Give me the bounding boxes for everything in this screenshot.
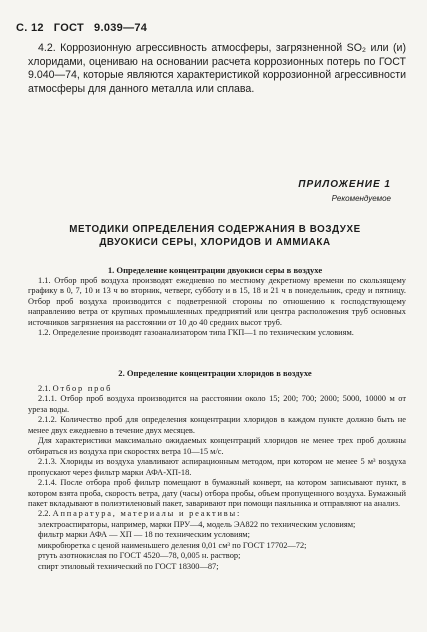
paragraph-1-1: 1.1. Отбор проб воздуха производят ежедневно по местному декретному времени по скользящему графику в 0, 7, 10 и 13 ч во вторник, четверг, субботу и в 15, 18 и 21 ч в понедельник, среду и пятницу. Отбор проб воздуха производится с подветренной стороны по отношению к господствующему направлению ветра от крупных промышленных предприятий или центра расположения труб основных источников загрязнения на расстоянии от 10 до 40 средних высот труб. xyxy=(28,276,406,327)
paragraph-2-1-1: 2.1.1. Отбор проб воздуха производится на расстоянии около 15; 200; 700; 2000; 5000, 10000 м от уреза воды. xyxy=(28,394,406,414)
list-item: микробюретка с ценой наименьшего деления 0,01 см³ по ГОСТ 17702—72; xyxy=(38,540,307,550)
appendix-label: ПРИЛОЖЕНИЕ 1 xyxy=(298,179,391,190)
subsection-2-2-heading xyxy=(28,509,406,519)
list-item: спирт этиловый технический по ГОСТ 18300—87; xyxy=(38,561,219,571)
section-2-body xyxy=(28,384,406,572)
document-title xyxy=(20,223,410,249)
subsection-2-2-number: 2.2. xyxy=(38,509,51,519)
section-1-body xyxy=(28,276,406,339)
intro-paragraph: 4.2. Коррозионную агрессивность атмосферы, загрязненной SO₂ или (и) хлоридами, оцениваю на основании расчета коррозионных потерь по ГОСТ 9.040—74, которые являются характеристикой коррозионной агрессивности атмосферы для данного металла или сплава. xyxy=(28,42,406,95)
list-item: электроаспираторы, например, марки ПРУ—4, модель ЭА822 по техническим условиям; xyxy=(38,519,356,529)
page-header xyxy=(16,22,157,34)
section-2-heading: 2. Определение концентрации хлоридов в воздухе xyxy=(118,368,312,378)
paragraph-1-2: 1.2. Определение производят газоанализатором типа ГКП—1 по техническим условиям. xyxy=(38,328,354,338)
section-1-heading: 1. Определение концентрации двуокиси серы в воздухе xyxy=(107,265,323,275)
list-item: фильтр марки АФА — ХП — 18 по техническим условиям; xyxy=(38,530,250,540)
subsection-2-2-title: Аппаратура, материалы и реактивы: xyxy=(52,509,242,519)
standard-label: ГОСТ xyxy=(53,22,85,34)
standard-number: 9.039—74 xyxy=(94,22,148,34)
list-item: ртуть азотнокислая по ГОСТ 4520—78, 0,005 н. раствор; xyxy=(38,551,241,561)
subsection-2-1-number: 2.1. xyxy=(38,384,51,393)
paragraph-2-1-4: 2.1.4. После отбора проб фильтр помещают в бумажный конверт, на котором записывают пункт, в котором взята проба, скорость ветра, дату (часы) отбора пробы, объем пропущенного воздуха. Бумажный пакет вкладывают в полиэтиленовый пакет, заваривают при помощи паяльника и отправляют на анализ. xyxy=(28,478,406,508)
subsection-2-1-title: Отбор проб xyxy=(52,384,113,393)
subsection-2-1-heading xyxy=(28,384,406,394)
paragraph-2-1-2: 2.1.2. Количество проб для определения концентрации хлоридов в каждом пункте должно быть не менее двух ежедневно в течение двух месяцев. xyxy=(28,415,406,435)
page-number: С. 12 xyxy=(16,22,44,34)
paragraph-2-1-3: 2.1.3. Хлориды из воздуха улавливают аспирационным методом, при котором не менее 5 м³ воздуха пропускают через фильтр марки АФА-ХП-18. xyxy=(28,457,406,477)
paragraph-2-1-2-continued: Для характеристики максимально ожидаемых концентраций хлоридов не менее трех проб должны отбираться из воздуха при скоростях ветра 10—15 м/с. xyxy=(28,436,406,456)
title-line-2: ДВУОКИСИ СЕРЫ, ХЛОРИДОВ И АММИАКА xyxy=(99,237,331,248)
appendix-status: Рекомендуемое xyxy=(331,194,391,203)
intro-section xyxy=(28,42,406,96)
title-line-1: МЕТОДИКИ ОПРЕДЕЛЕНИЯ СОДЕРЖАНИЯ В ВОЗДУХЕ xyxy=(69,224,361,235)
